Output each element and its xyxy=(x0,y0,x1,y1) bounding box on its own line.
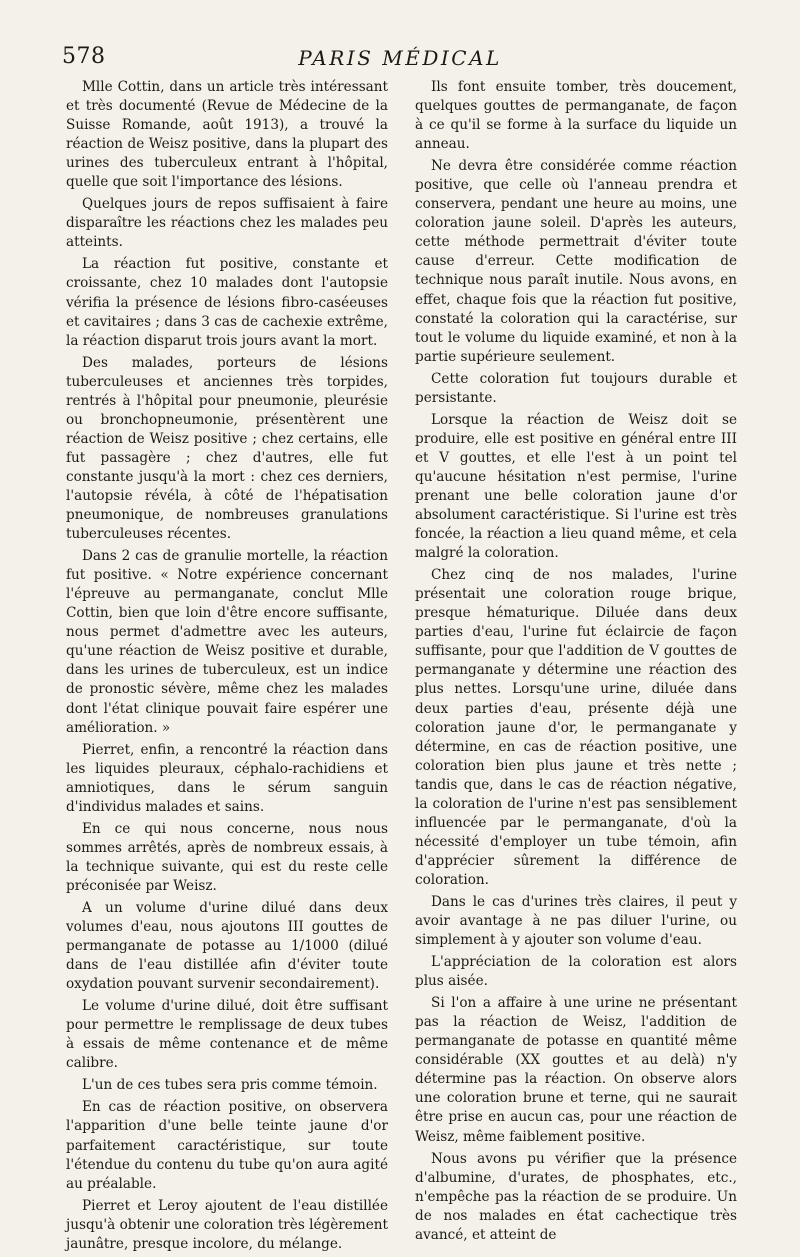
page-number: 578 xyxy=(62,44,106,69)
page-header xyxy=(62,40,738,74)
paragraph: La réaction fut positive, constante et croissante, chez 10 malades dont l'autopsie vérifia la présence de lésions fibro-caséeuses et cavitaires ; dans 3 cas de cachexie extrême, la réaction disparut trois jours avant la mort. xyxy=(66,256,388,349)
paragraph: Quelques jours de repos suffisaient à faire disparaître les réactions chez les malades peu atteints. xyxy=(66,196,388,251)
paragraph: Des malades, porteurs de lésions tuberculeuses et anciennes très torpides, rentrés à l'hôpital pour pneumonie, pleurésie ou bronchopneumonie, présentèrent une réaction de Weisz positive ; chez certains, elle fut passagère ; chez d'autres, elle fut constante jusqu'à la mort : chez ces derniers, l'autopsie révéla, à côté de l'hépatisation pneumonique, de nombreuses granulations tuberculeuses récentes. xyxy=(66,354,388,543)
paragraph: Ne devra être considérée comme réaction positive, que celle où l'anneau prendra et conservera, pendant une heure au moins, une coloration jaune soleil. D'après les auteurs, cette méthode permettrait d'éviter toute cause d'erreur. Cette modification de technique nous paraît inutile. Nous avons, en effet, chaque fois que la réaction fut positive, constaté la coloration qui la caractérise, sur tout le volume du liquide examiné, et non à la partie supérieure seulement. xyxy=(415,158,737,365)
right-column xyxy=(415,78,737,1248)
paragraph: Dans le cas d'urines très claires, il peut y avoir avantage à ne pas diluer l'urine, ou simplement à y ajouter son volume d'eau. xyxy=(415,893,737,949)
paragraph: Pierret, enfin, a rencontré la réaction dans les liquides pleuraux, céphalo-rachidiens et amniotiques, dans le sérum sanguin d'individus malades et sains. xyxy=(66,741,388,815)
paragraph: Cette coloration fut toujours durable et persistante. xyxy=(415,370,737,406)
paragraph: Ils font ensuite tomber, très doucement, quelques gouttes de permanganate, de façon à ce qu'il se forme à la surface du liquide un anneau. xyxy=(415,79,737,153)
paragraph: A un volume d'urine dilué dans deux volumes d'eau, nous ajoutons III gouttes de permanganate de potasse au 1/1000 (dilué dans de l'eau distillée afin d'éviter toute oxydation pouvant survenir secondairement). xyxy=(66,899,388,993)
paragraph: En cas de réaction positive, on observera l'apparition d'une belle teinte jaune d'or parfaitement caractéristique, sur toute l'étendue du contenu du tube qu'on aura agité au préalable. xyxy=(66,1099,388,1192)
paragraph: L'un de ces tubes sera pris comme témoin. xyxy=(82,1077,378,1094)
paragraph: Mlle Cottin, dans un article très intéressant et très documenté (Revue de Médecine de la Suisse Romande, août 1913), a trouvé la réaction de Weisz positive, dans la plupart des urines des tuberculeux entrant à l'hôpital, quelle que soit l'importance des lésions. xyxy=(66,79,388,191)
paragraph: Nous avons pu vérifier que la présence d'albumine, d'urates, de phosphates, etc., n'empêche pas la réaction de se produire. Un de nos malades en état cachectique très avancé, et atteint de xyxy=(415,1150,737,1243)
left-column xyxy=(66,78,388,1257)
running-title: PARIS MÉDICAL xyxy=(298,46,502,70)
paragraph: En ce qui nous concerne, nous nous sommes arrêtés, après de nombreux essais, à la technique suivante, qui est du reste celle préconisée par Weisz. xyxy=(66,820,388,894)
paragraph: Dans 2 cas de granulie mortelle, la réaction fut positive. « Notre expérience concernant l'épreuve au permanganate, conclut Mlle Cottin, bien que loin d'être encore suffisante, nous permet d'admettre avec les auteurs, qu'une réaction de Weisz positive et durable, dans les urines de tuberculeux, est un indice de pronostic sévère, même chez les malades dont l'état clinique pouvait faire espérer une amélioration. » xyxy=(66,548,388,736)
paragraph: Lorsque la réaction de Weisz doit se produire, elle est positive en général entre III et V gouttes, et elle l'est à un point tel qu'aucune hésitation n'est permise, l'urine prenant une belle coloration jaune d'or absolument caractéristique. Si l'urine est très foncée, la réaction a lieu quand même, et cela malgré la coloration. xyxy=(415,411,737,562)
paragraph: L'appréciation de la coloration est alors plus aisée. xyxy=(415,954,737,990)
paragraph: Le volume d'urine dilué, doit être suffisant pour permettre le remplissage de deux tubes à essais de même contenance et de même calibre. xyxy=(66,998,388,1072)
paragraph: Pierret et Leroy ajoutent de l'eau distillée jusqu'à obtenir une coloration très légèrement jaunâtre, presque incolore, du mélange. xyxy=(66,1197,388,1252)
paragraph: Si l'on a affaire à une urine ne présentant pas la réaction de Weisz, l'addition de permanganate de potasse en quantité même considérable (XX gouttes et au delà) n'y détermine pas la réaction. On observe alors une coloration brune et terne, qui ne saurait être prise en aucun cas, pour une réaction de Weisz, même faiblement positive. xyxy=(415,995,737,1145)
paragraph: Chez cinq de nos malades, l'urine présentait une coloration rouge brique, presque hématurique. Diluée dans deux parties d'eau, l'urine fut éclaircie de façon suffisante, pour que l'addition de V gouttes de permanganate y détermine une réaction des plus nettes. Lorsqu'une urine, diluée dans deux parties d'eau, présente déjà une coloration jaune d'or, le permanganate y détermine, en cas de réaction positive, une coloration bien plus jaune et très nette ; tandis que, dans le cas de réaction négative, la coloration de l'urine n'est pas sensiblement influencée par le permanganate, d'où la nécessité d'employer un tube témoin, afin d'apprécier sûrement la différence de coloration. xyxy=(415,567,737,888)
